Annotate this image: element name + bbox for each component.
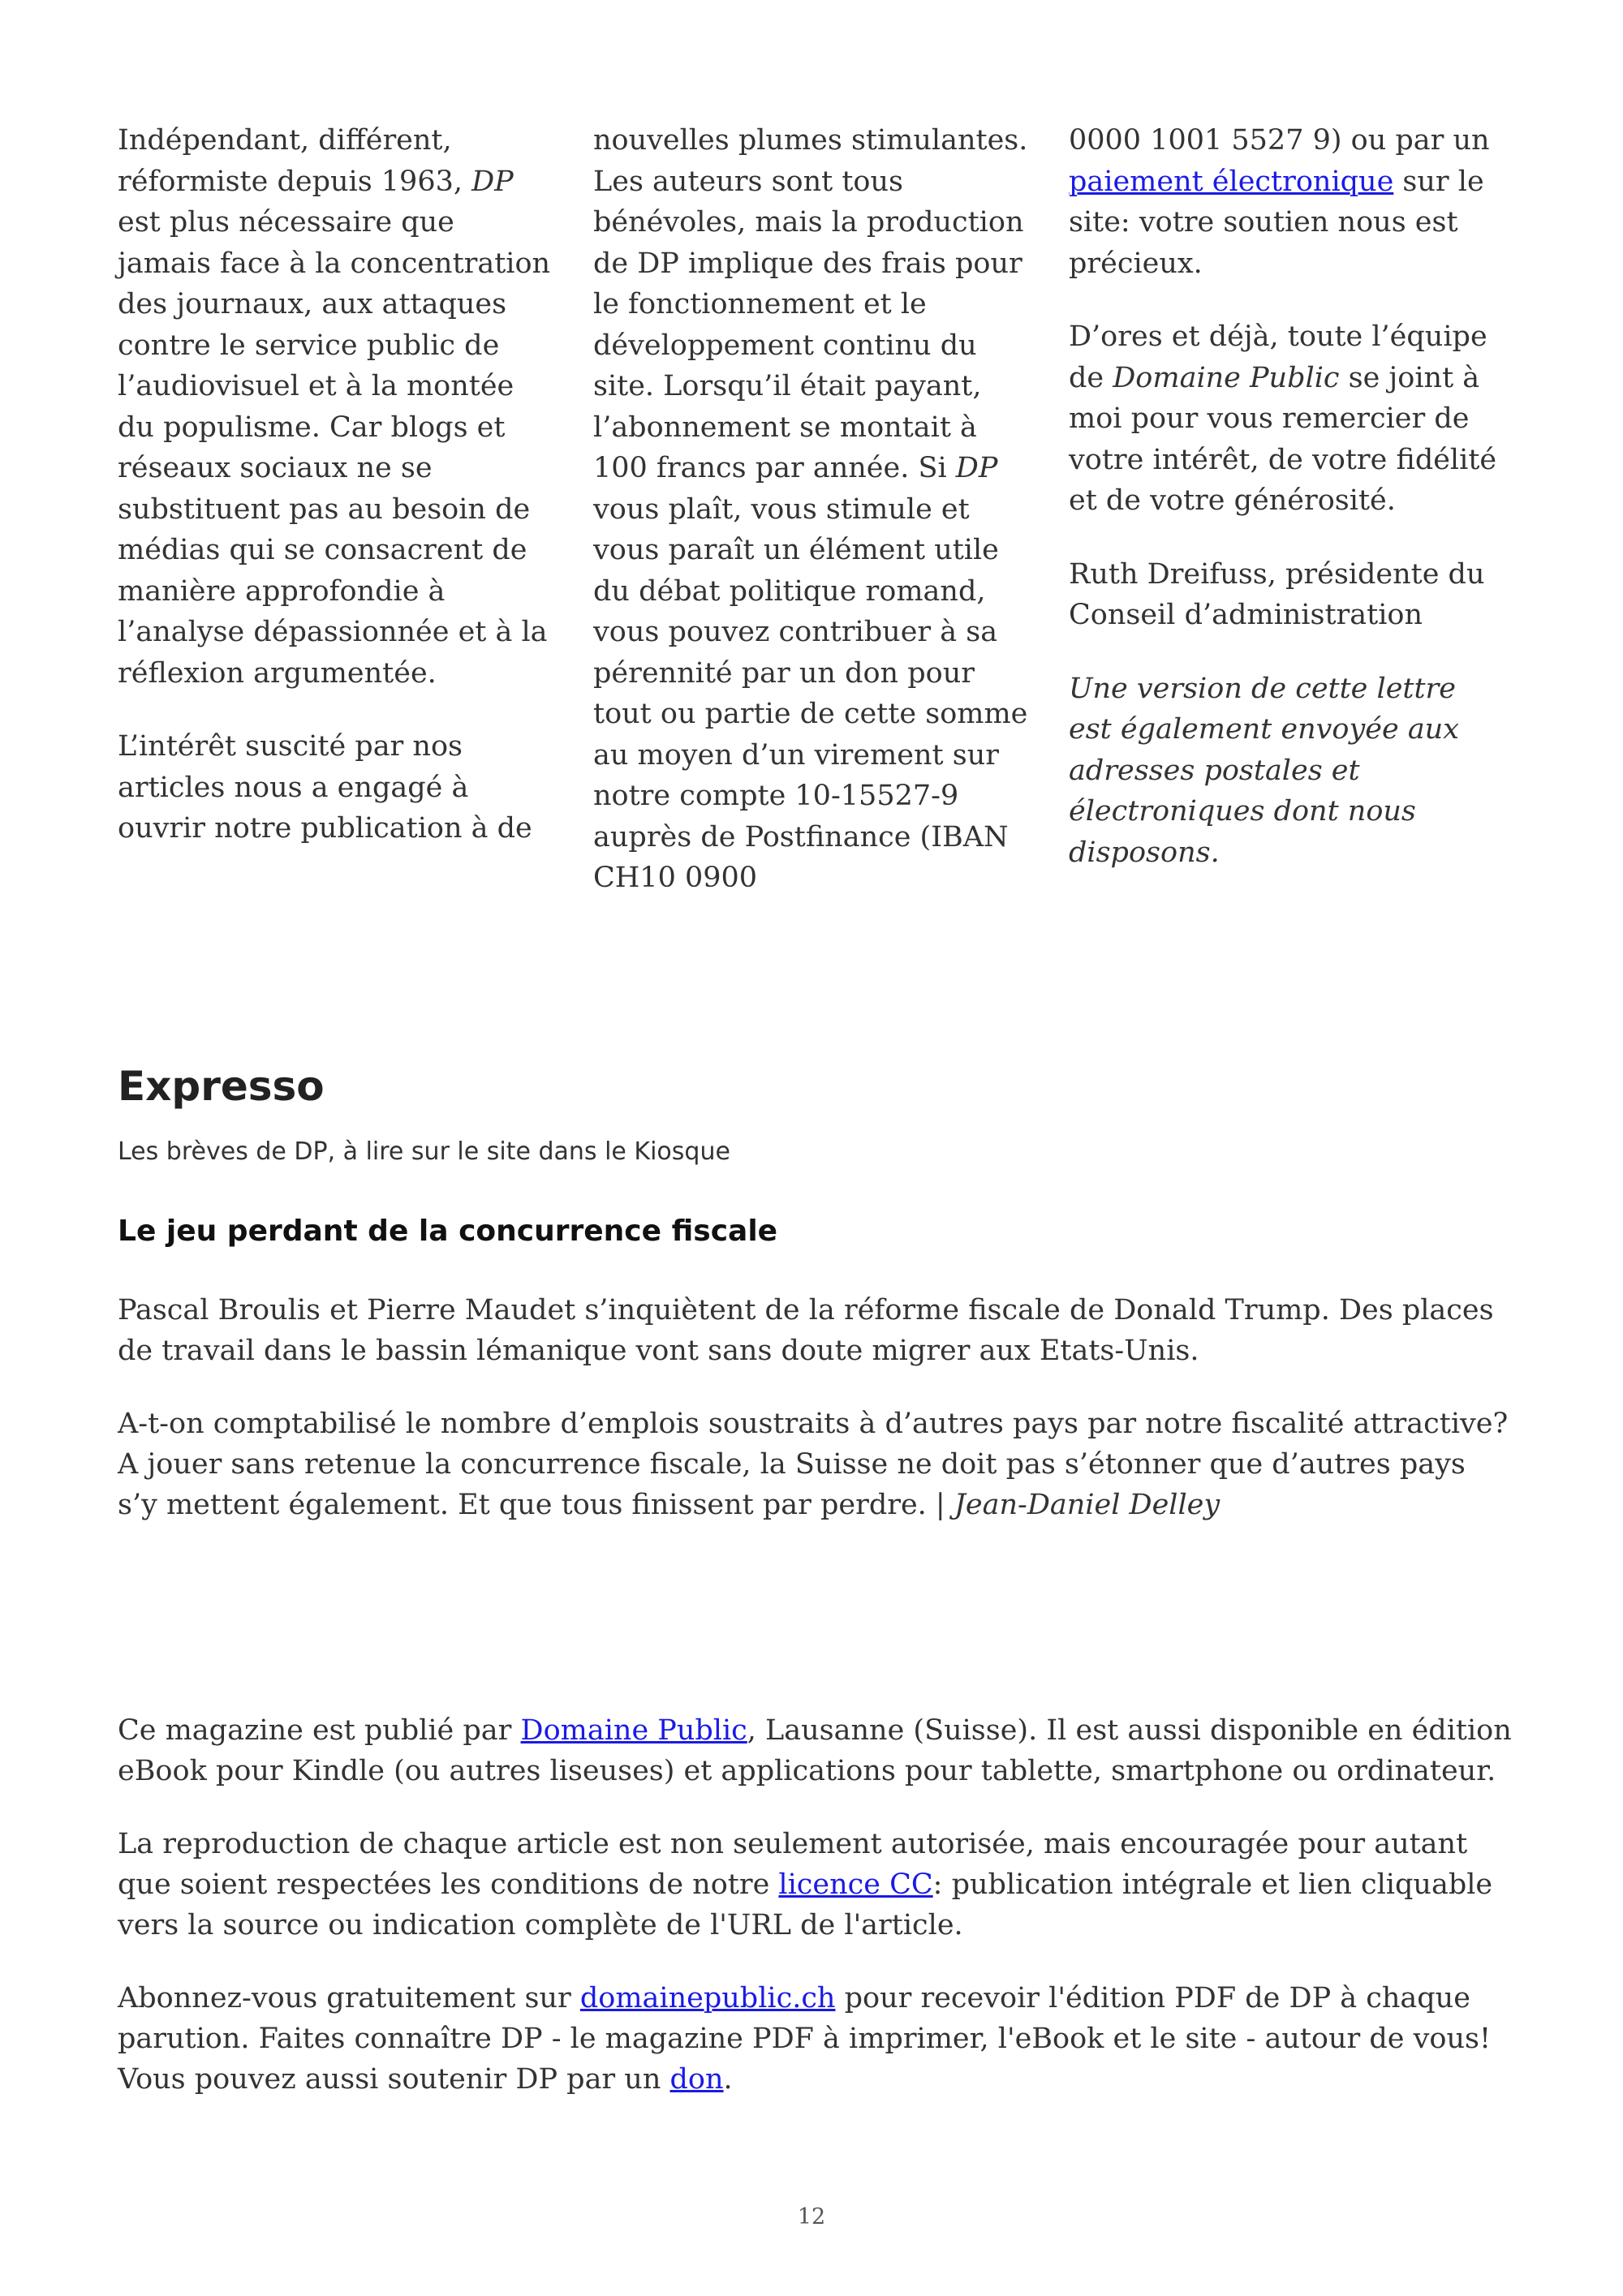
column-1 <box>118 120 556 931</box>
col1-p1-text-a: Indépendant, différent, réformiste depuis 1963, <box>118 124 472 198</box>
donation-link[interactable]: don <box>669 2063 724 2096</box>
footer-p3-text-c: . <box>723 2063 733 2096</box>
licence-cc-link[interactable]: licence CC <box>778 1868 933 1901</box>
footer-paragraph-2 <box>118 1824 1522 1946</box>
column-2 <box>593 120 1031 931</box>
col2-p1-text-b: vous plaît, vous stimule et vous paraît un élément utile du débat politique romand, vous pouvez contribuer à sa pérennité par un don pour tout ou partie de cette somme au moyen d’un virement sur notre compte 10-15527-9 auprès de Postfinance (IBAN CH10 0900 <box>593 492 1028 894</box>
article-body <box>118 1290 1513 1558</box>
article-author: Jean-Daniel Delley <box>954 1489 1220 1521</box>
col1-paragraph-2: L’intérêt suscité par nos articles nous a engagé à ouvrir notre publication à de <box>118 730 532 845</box>
col3-p1-text-b: sur le site: votre soutien nous est précieux. <box>1069 165 1484 280</box>
article-paragraph-1: Pascal Broulis et Pierre Maudet s’inquiètent de la réforme fiscale de Donald Trump. Des places de travail dans le bassin lémanique vont sans doute migrer aux Etats-Unis. <box>118 1294 1494 1367</box>
col1-p1-dp: DP <box>471 165 514 198</box>
col3-note: Une version de cette lettre est également envoyée aux adresses postales et électroniques dont nous disposons. <box>1069 672 1459 869</box>
col1-paragraph-1 <box>118 120 556 694</box>
col1-p1-text-b: est plus nécessaire que jamais face à la concentration des journaux, aux attaques contre le service public de l’audiovisuel et à la montée du populisme. Car blogs et réseaux sociaux ne se substituent pas au besoin de médias qui se consacrent de manière approfondie à l’analyse dépassionnée et à la réflexion argumentée. <box>118 206 551 690</box>
article-paragraph-2 <box>118 1404 1513 1525</box>
footer-paragraph-3 <box>118 1978 1522 2100</box>
domainepublic-site-link[interactable]: domainepublic.ch <box>579 1982 836 2014</box>
page-number: 12 <box>797 2204 826 2229</box>
col3-p1-text-a: 0000 1001 5527 9) ou par un <box>1069 124 1490 157</box>
footer-p1-text-a: Ce magazine est publié par <box>118 1714 521 1747</box>
footer-p1-text-b: , Lausanne (Suisse). Il est aussi disponible en édition eBook pour Kindle (ou autres liseuses) et applications pour tablette, smartphone ou ordinateur. <box>118 1714 1512 1787</box>
expresso-heading: Expresso <box>118 1063 325 1110</box>
col2-p1-dp: DP <box>955 452 998 484</box>
col3-signature: Ruth Dreifuss, présidente du Conseil d’administration <box>1069 557 1485 631</box>
footer-p3-text-b: pour recevoir l'édition PDF de DP à chaque parution. Faites connaître DP - le magazine PDF à imprimer, l'eBook et le site - autour de vous! Vous pouvez aussi soutenir DP par un <box>118 1982 1492 2096</box>
expresso-subtitle: Les brèves de DP, à lire sur le site dans le Kiosque <box>118 1137 730 1166</box>
col3-paragraph-1 <box>1069 120 1503 284</box>
col3-p2-text-b: se joint à moi pour vous remercier de votre intérêt, de votre fidélité et de votre générosité. <box>1069 361 1497 517</box>
column-3 <box>1069 120 1503 931</box>
col3-paragraph-2 <box>1069 316 1503 522</box>
footer-p2-text-b: : publication intégrale et lien cliquable vers la source ou indication complète de l'URL de l'article. <box>118 1868 1493 1941</box>
electronic-payment-link[interactable]: paiement électronique <box>1069 165 1394 198</box>
col2-paragraph-1 <box>593 120 1031 899</box>
article-p2-text: A-t-on comptabilisé le nombre d’emplois soustraits à d’autres pays par notre fiscalité attractive? A jouer sans retenue la concurrence fiscale, la Suisse ne doit pas s’étonner que d’autres pays s’y mettent également. Et que tous finissent par perdre. | <box>118 1408 1509 1521</box>
article-title: Le jeu perdant de la concurrence fiscale <box>118 1215 778 1248</box>
col2-p1-text-a: nouvelles plumes stimulantes. Les auteurs sont tous bénévoles, mais la production de DP implique des frais pour le fonctionnement et le développement continu du site. Lorsqu’il était payant, l’abonnement se montait à 100 francs par année. Si <box>593 124 1028 484</box>
col3-p2-domaine-public: Domaine Public <box>1113 361 1340 394</box>
footer-p3-text-a: Abonnez-vous gratuitement sur <box>118 1982 580 2014</box>
col3-p2-text-a: D’ores et déjà, toute l’équipe de <box>1069 320 1487 394</box>
three-column-letter <box>118 120 1505 931</box>
domaine-public-link[interactable]: Domaine Public <box>520 1714 747 1747</box>
footer-p2-text-a: La reproduction de chaque article est non seulement autorisée, mais encouragée pour autant que soient respectées les conditions de notre <box>118 1828 1468 1901</box>
publication-footer <box>118 1710 1522 2132</box>
footer-paragraph-1 <box>118 1710 1522 1791</box>
